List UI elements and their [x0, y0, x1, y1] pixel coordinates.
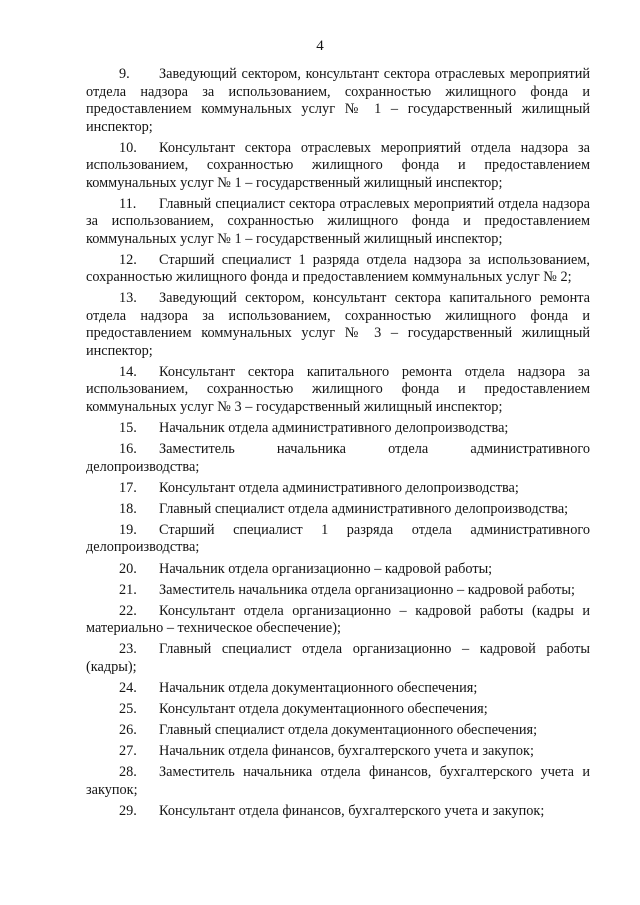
item-text: Начальник отдела организационно – кадровой работы; [159, 560, 493, 577]
list-item [86, 252, 590, 287]
item-number: 24. [119, 679, 137, 696]
item-number: 9. [119, 66, 130, 82]
item-number: 25. [119, 701, 137, 717]
item-text: Консультант отдела финансов, бухгалтерского учета и закупок; [159, 802, 545, 819]
item-number: 18. [119, 500, 137, 517]
item-number: 19. [119, 521, 137, 538]
list-item [86, 196, 590, 249]
item-text: Консультант сектора отраслевых мероприятий отдела надзора за использованием, сохранностью жилищного фонда и предоставлением коммунальных услуг № 1 – государственный жилищный инспектор; [86, 139, 590, 191]
item-number: 28. [119, 764, 137, 781]
list-item [86, 66, 590, 136]
list-item [86, 420, 590, 438]
item-number: 22. [119, 602, 137, 619]
list-item [86, 701, 590, 719]
item-text: Консультант сектора капитального ремонта отдела надзора за использованием, сохранностью жилищного фонда и предоставлением коммунальных услуг № 3 – государственный жилищный инспектор; [86, 363, 590, 415]
item-number: 23. [119, 641, 137, 658]
item-number: 14. [119, 363, 137, 380]
item-text: Старший специалист 1 разряда отдела надзора за использованием, сохранностью жилищного фонда и предоставлением коммунальных услуг № 2; [86, 251, 590, 286]
list-item [86, 722, 590, 740]
item-text: Главный специалист сектора отраслевых мероприятий отдела надзора за использованием, сохранностью жилищного фонда и предоставлением коммунальных услуг № 1 – государственный жилищный инспектор; [86, 195, 590, 247]
list-item [86, 803, 590, 821]
item-text: Заведующий сектором, консультант сектора капитального ремонта отдела надзора за использованием, сохранностью жилищного фонда и предоставлением коммунальных услуг № 3 – государственный жилищный инспектор; [86, 290, 590, 359]
item-number: 21. [119, 581, 137, 598]
item-text: Консультант отдела организационно – кадровой работы (кадры и материально – техническое обеспечение); [86, 602, 590, 637]
list-item [86, 743, 590, 761]
list-item [86, 582, 590, 600]
item-number: 26. [119, 722, 137, 739]
list-item [86, 764, 590, 799]
item-text: Главный специалист отдела документационного обеспечения; [159, 722, 538, 739]
item-number: 16. [119, 441, 137, 458]
item-number: 20. [119, 560, 137, 577]
item-number: 13. [119, 290, 137, 307]
item-text: Главный специалист отдела административного делопроизводства; [159, 500, 569, 517]
item-number: 11. [119, 195, 137, 212]
list-item [86, 290, 590, 360]
item-text: Заместитель начальника отдела организационно – кадровой работы; [159, 581, 575, 598]
list-item [86, 680, 590, 698]
item-text: Начальник отдела документационного обеспечения; [159, 679, 478, 696]
item-number: 12. [119, 251, 137, 268]
page-number: 4 [316, 38, 324, 54]
list-item [86, 441, 590, 476]
list-item [86, 501, 590, 519]
list-item [86, 641, 590, 676]
item-number: 17. [119, 479, 137, 496]
item-number: 27. [119, 743, 137, 760]
item-number: 10. [119, 139, 137, 156]
list-item [86, 480, 590, 498]
item-text: Заведующий сектором, консультант сектора отраслевых мероприятий отдела надзора за использованием, сохранностью жилищного фонда и предоставлением коммунальных услуг № 1 – государственный жилищный инспектор; [86, 66, 590, 135]
item-text: Начальник отдела административного делопроизводства; [159, 420, 509, 437]
item-number: 29. [119, 802, 137, 819]
item-text: Консультант отдела документационного обеспечения; [159, 701, 488, 717]
list-item [86, 603, 590, 638]
item-text: Консультант отдела административного делопроизводства; [159, 479, 519, 496]
list-item [86, 561, 590, 579]
list-item [86, 522, 590, 557]
position-list [86, 66, 590, 824]
item-text: Старший специалист 1 разряда отдела административного делопроизводства; [86, 521, 590, 556]
item-text: Заместитель начальника отдела административного делопроизводства; [86, 441, 590, 475]
list-item [86, 364, 590, 417]
item-text: Главный специалист отдела организационно – кадровой работы (кадры); [86, 641, 590, 675]
item-text: Начальник отдела финансов, бухгалтерского учета и закупок; [159, 743, 534, 760]
list-item [86, 140, 590, 193]
item-text: Заместитель начальника отдела финансов, бухгалтерского учета и закупок; [86, 764, 590, 798]
item-number: 15. [119, 420, 137, 437]
